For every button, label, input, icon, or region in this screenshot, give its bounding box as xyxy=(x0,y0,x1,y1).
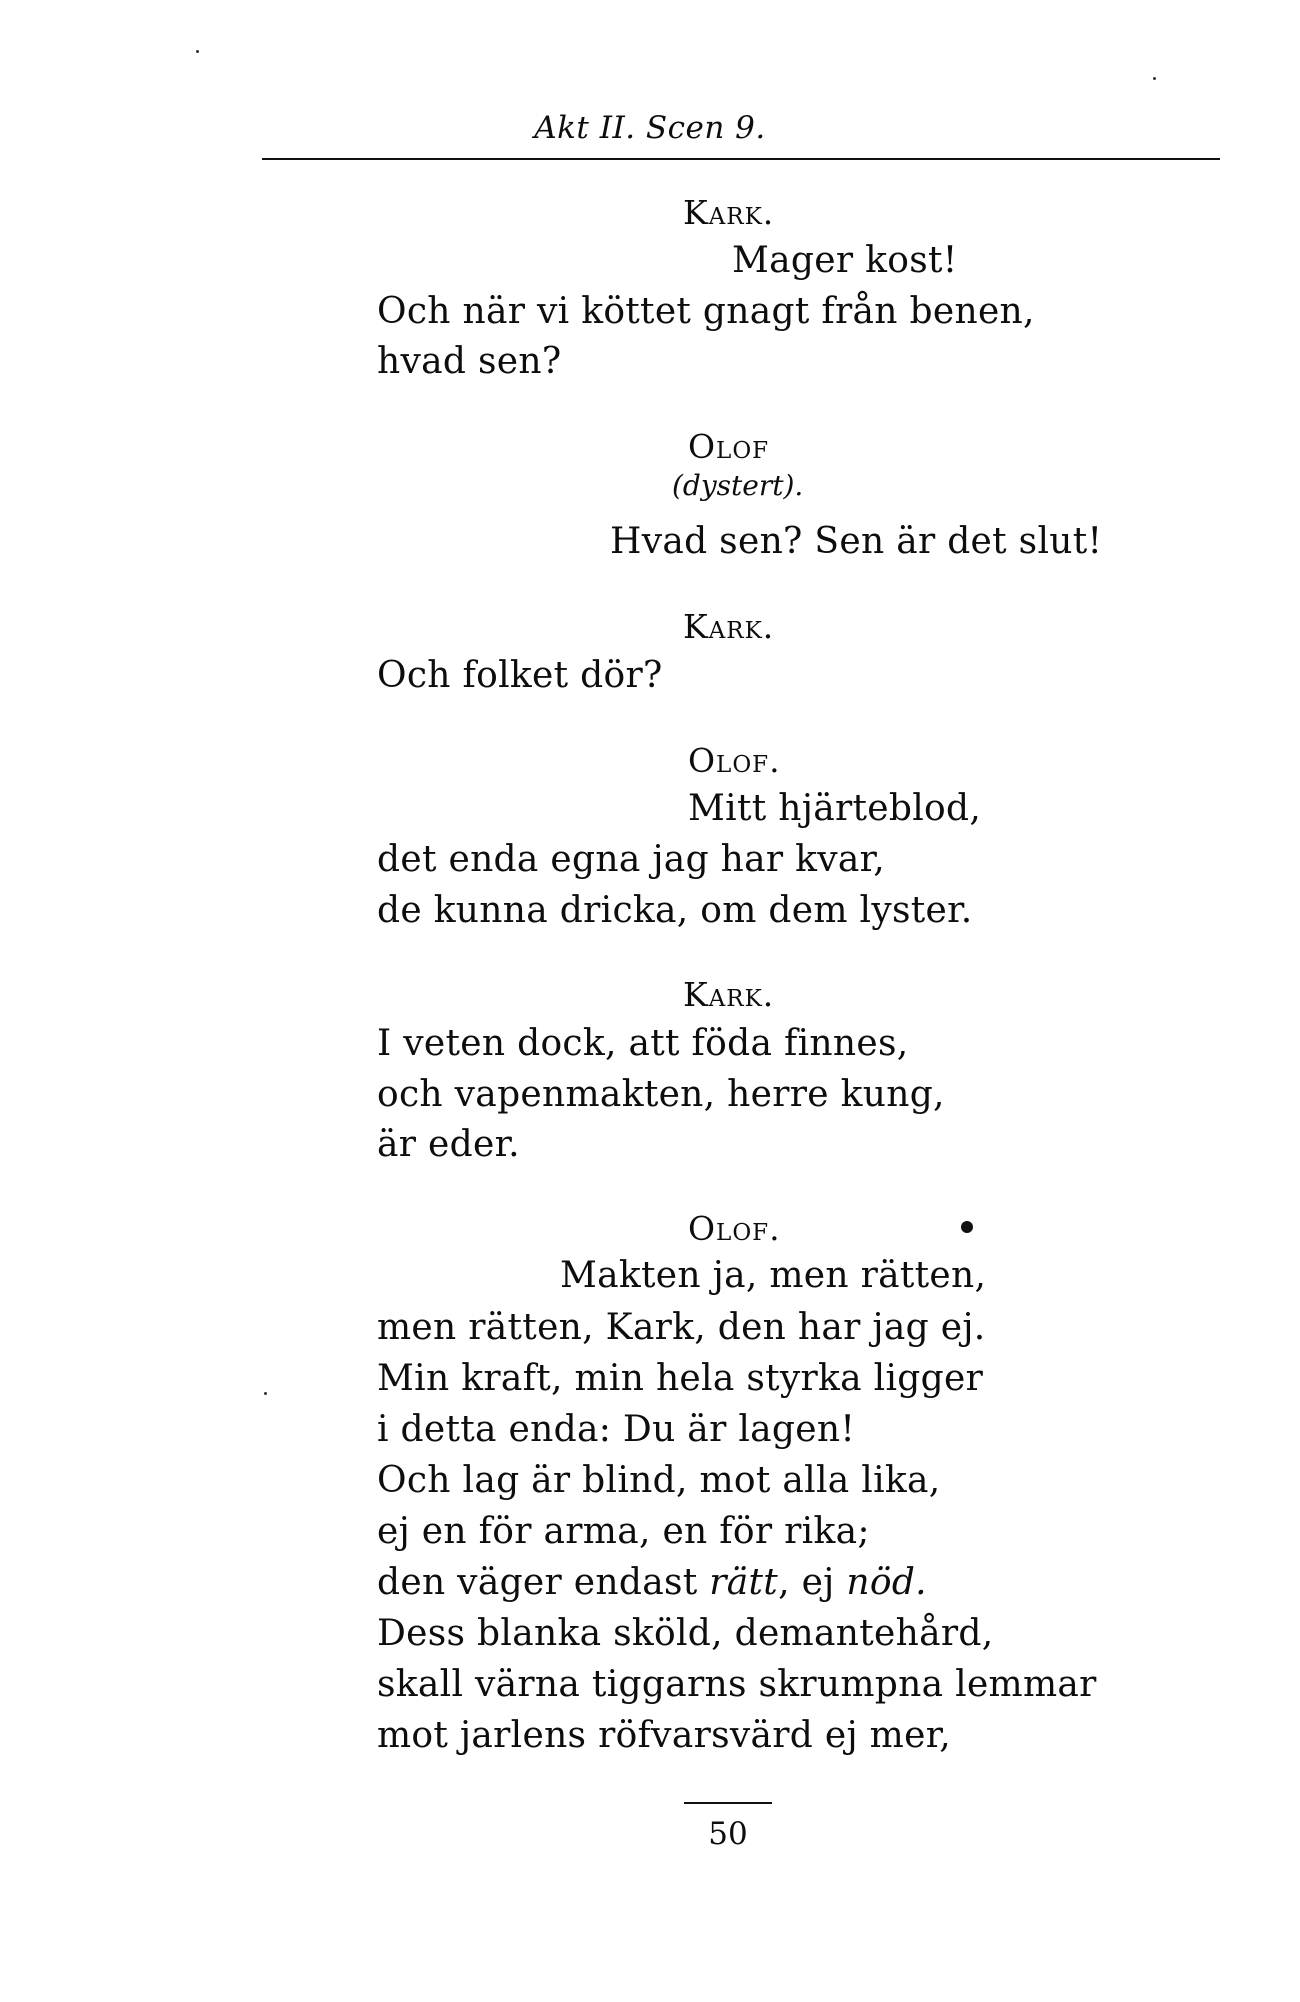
speaker-kark: Kark. xyxy=(683,975,775,1014)
verse-line: är eder. xyxy=(377,1124,520,1165)
speaker-kark: Kark. xyxy=(683,607,775,646)
emphasis-text: nöd. xyxy=(846,1562,927,1603)
verse-line: Och folket dör? xyxy=(377,655,663,696)
verse-line: Makten ja, men rätten, xyxy=(560,1255,987,1296)
verse-line: I veten dock, att föda finnes, xyxy=(377,1023,909,1064)
verse-line: Dess blanka sköld, demantehård, xyxy=(377,1613,994,1654)
speaker-olof: Olof. xyxy=(688,741,781,780)
speaker-olof: Olof xyxy=(688,427,770,466)
verse-line: Min kraft, min hela styrka ligger xyxy=(377,1358,984,1399)
verse-line: det enda egna jag har kvar, xyxy=(377,839,885,880)
verse-line: och vapenmakten, herre kung, xyxy=(377,1074,945,1115)
scan-speck xyxy=(264,1392,267,1395)
stage-direction: (dystert). xyxy=(672,469,804,502)
header-rule xyxy=(262,158,1220,160)
emphasis-text: rätt xyxy=(709,1562,779,1603)
verse-line: skall värna tiggarns skrumpna lemmar xyxy=(377,1664,1097,1705)
page-number: 50 xyxy=(708,1816,748,1852)
verse-line: Och när vi köttet gnagt från benen, xyxy=(377,291,1035,332)
scan-speck xyxy=(1153,77,1156,80)
speaker-olof: Olof. xyxy=(688,1209,781,1248)
verse-line: hvad sen? xyxy=(377,341,562,382)
running-header: Akt II. Scen 9. xyxy=(534,110,766,146)
verse-line: Och lag är blind, mot alla lika, xyxy=(377,1460,941,1501)
verse-text: den väger endast xyxy=(377,1562,710,1603)
verse-line: mot jarlens röfvarsvärd ej mer, xyxy=(377,1715,952,1756)
verse-text: , ej xyxy=(778,1562,847,1603)
scan-speck xyxy=(196,50,199,53)
verse-line: ej en för arma, en för rika; xyxy=(377,1511,870,1552)
verse-line: Hvad sen? Sen är det slut! xyxy=(610,521,1103,562)
ink-dot xyxy=(961,1221,973,1233)
folio-rule xyxy=(684,1802,772,1804)
verse-line: Mager kost! xyxy=(732,240,958,281)
verse-line: men rätten, Kark, den har jag ej. xyxy=(377,1307,986,1348)
verse-line xyxy=(377,1562,927,1603)
speaker-kark: Kark. xyxy=(683,193,775,232)
verse-line: Mitt hjärteblod, xyxy=(688,788,982,829)
verse-line: i detta enda: Du är lagen! xyxy=(377,1409,856,1450)
verse-line: de kunna dricka, om dem lyster. xyxy=(377,890,973,931)
